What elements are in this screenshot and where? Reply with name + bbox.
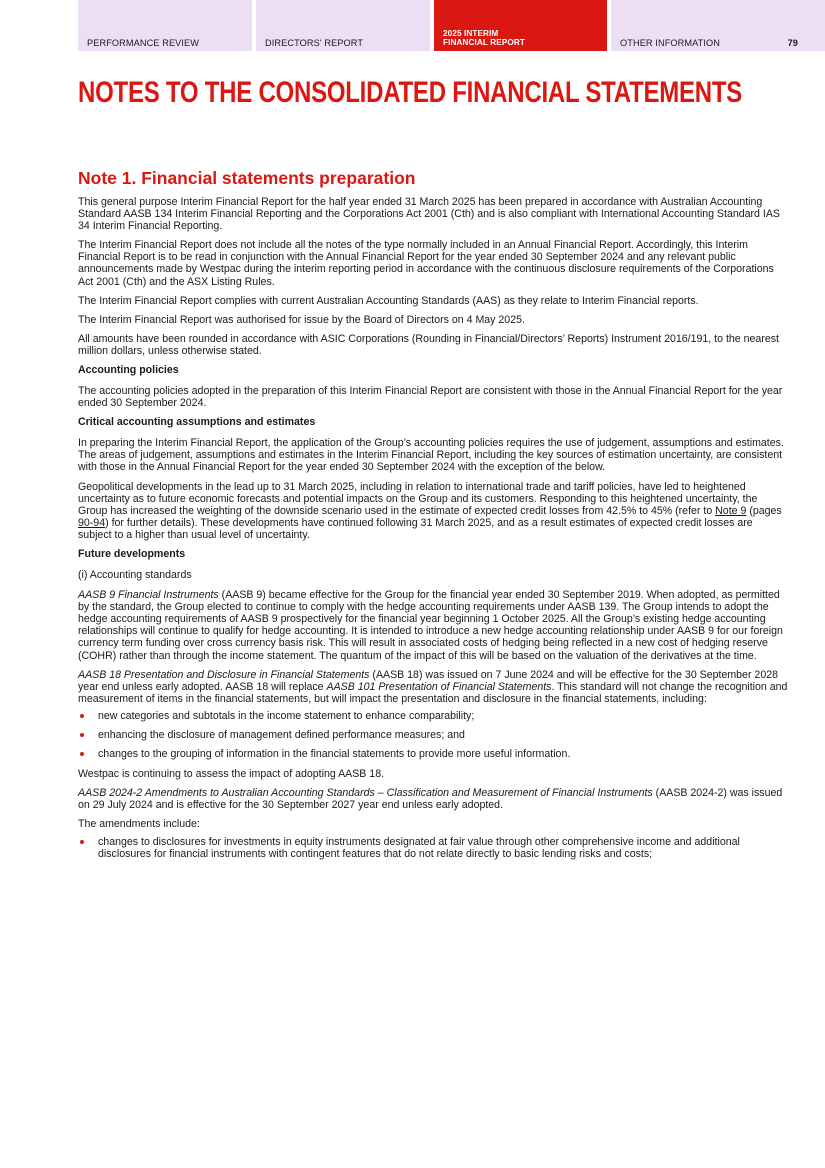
aasb18-bullet-list bbox=[78, 710, 788, 760]
list-item bbox=[78, 748, 788, 760]
standard-name: AASB 9 Financial Instruments bbox=[78, 589, 219, 602]
bullet-icon bbox=[80, 733, 84, 737]
subheading-accounting-standards: (i) Accounting standards bbox=[78, 568, 192, 581]
paragraph: In preparing the Interim Financial Report, the application of the Group’s accounting policies requires the use of judgement, assumptions and estimates. The areas of judgement, assumptions and estimates in the Interim Financial Report, including the key sources of estimation uncertainty, are consistent with those in the Annual Financial Report for the year ended 30 September 2024 with the exception of the below. bbox=[78, 437, 784, 474]
paragraph bbox=[78, 589, 788, 662]
paragraph bbox=[78, 481, 788, 541]
tab-label: OTHER INFORMATION bbox=[620, 38, 721, 48]
section-tabs bbox=[78, 0, 825, 51]
text-run: . This standard will not change the recognition and measurement of items in the financial statements, but will impact the presentation and disclosure in the financial statements, including: bbox=[78, 680, 788, 705]
tab-other-information[interactable] bbox=[611, 0, 825, 51]
tab-label-line2: FINANCIAL REPORT bbox=[443, 38, 525, 47]
paragraph bbox=[78, 669, 788, 705]
paragraph: All amounts have been rounded in accordance with ASIC Corporations (Rounding in Financial/Directors’ Reports) Instrument 2016/191, to the nearest million dollars, unless otherwise stated. bbox=[78, 332, 779, 357]
paragraph bbox=[78, 787, 788, 811]
list-item-text: changes to the grouping of information in the financial statements to provide more useful information. bbox=[98, 748, 571, 761]
paragraph: The Interim Financial Report does not include all the notes of the type normally included in an Annual Financial Report. Accordingly, this Interim Financial Report is to be read in conjunction with the Annual Financial Report for the year ended 30 September 2024 and any relevant public announcements made by Westpac during the interim reporting period in accordance with the continuous disclosure requirements of the Corporations Act 2001 (Cth) and the ASX Listing Rules. bbox=[78, 239, 774, 288]
text-run: Geopolitical developments in the lead up to 31 March 2025, including in relation to international trade and tariff policies, have led to heightened uncertainty as to future economic forecasts and potential impacts on the Group and its customers. Responding to this heightened uncertainty, the Group has increased the weighting of the downside scenario used in the estimate of expected credit losses from 42.5% to 45% (refer to bbox=[78, 480, 758, 517]
text-run: (AASB 18) was issued on 7 June 2024 and will be effective for the 30 September 2028 year end unless early adopted. AASB 18 will replace bbox=[78, 668, 778, 693]
standard-name: AASB 18 Presentation and Disclosure in Financial Statements bbox=[78, 668, 370, 681]
bullet-icon bbox=[80, 752, 84, 756]
standard-name: AASB 101 Presentation of Financial Statements bbox=[326, 680, 552, 693]
tab-label bbox=[443, 29, 525, 47]
list-item bbox=[78, 729, 788, 741]
tab-performance-review[interactable] bbox=[78, 0, 252, 51]
list-item bbox=[78, 710, 788, 722]
list-item-text: enhancing the disclosure of management defined performance measures; and bbox=[98, 729, 465, 741]
section-heading-critical-assumptions: Critical accounting assumptions and estimates bbox=[78, 416, 316, 429]
section-heading-accounting-policies: Accounting policies bbox=[78, 364, 179, 377]
amendments-bullet-list bbox=[78, 836, 788, 860]
page-title: NOTES TO THE CONSOLIDATED FINANCIAL STATEMENTS bbox=[78, 76, 743, 109]
text-run: (AASB 9) became effective for the Group for the financial year ended 30 September 2019. When adopted, as permitted by the standard, the Group elected to continue to comply with the hedge accounting requirements under AASB 139. The Group intends to adopt the hedge accounting requirements of AASB 9 prospectively for the financial year beginning 1 October 2025. All the Group’s existing hedge accounting relationships will continue to qualify for hedge accounting. It is intended to introduce a new hedge accounting relationship under AASB 9 for our foreign currency term funding over cross currency basis risk. This will result in associated costs of hedging being reflected in a new cost of hedging reserve (COHR) rather than through the income statement. The quantum of the impact of this will be based on the valuation of the derivatives at the time. bbox=[78, 589, 783, 662]
note-content bbox=[78, 167, 788, 868]
tab-label: DIRECTORS' REPORT bbox=[265, 38, 364, 48]
section-heading-future-developments: Future developments bbox=[78, 547, 186, 560]
paragraph: The Interim Financial Report complies with current Australian Accounting Standards (AAS) as they relate to Interim Financial reports. bbox=[78, 294, 699, 307]
list-item-text: new categories and subtotals in the income statement to enhance comparability; bbox=[98, 709, 475, 722]
note-heading: Note 1. Financial statements preparation bbox=[78, 168, 416, 188]
page-number: 79 bbox=[787, 38, 798, 48]
paragraph: This general purpose Interim Financial Report for the half year ended 31 March 2025 has been prepared in accordance with Australian Accounting Standard AASB 134 Interim Financial Reporting and the Corporations Act 2001 (Cth) and is also compliant with International Accounting Standard IAS 34 Interim Financial Reporting. bbox=[78, 196, 780, 233]
bullet-icon bbox=[80, 840, 84, 844]
paragraph: The accounting policies adopted in the preparation of this Interim Financial Report are consistent with those in the Annual Financial Report for the year ended 30 September 2024. bbox=[78, 385, 783, 410]
pages-link[interactable]: 90-94 bbox=[78, 516, 106, 529]
tab-label: PERFORMANCE REVIEW bbox=[87, 38, 200, 48]
paragraph: Westpac is continuing to assess the impact of adopting AASB 18. bbox=[78, 768, 385, 781]
standard-name: AASB 2024-2 Amendments to Australian Accounting Standards – Classification and Measurement of Financial Instruments bbox=[78, 787, 653, 800]
text-run: (pages bbox=[746, 504, 782, 517]
paragraph: The amendments include: bbox=[78, 818, 200, 831]
tab-interim-financial-report[interactable] bbox=[434, 0, 607, 51]
tab-directors-report[interactable] bbox=[256, 0, 430, 51]
tab-label-line1: 2025 INTERIM bbox=[443, 29, 499, 38]
bullet-icon bbox=[80, 714, 84, 718]
note-9-link[interactable]: Note 9 bbox=[715, 504, 747, 517]
paragraph: The Interim Financial Report was authorised for issue by the Board of Directors on 4 May 2025. bbox=[78, 313, 525, 326]
list-item-text: changes to disclosures for investments in equity instruments designated at fair value through other comprehensive income and additional disclosures for financial instruments with contingent features that do not relate directly to basic lending risks and costs; bbox=[98, 835, 740, 860]
text-run: ) for further details). These developments have continued following 31 March 2025, and as a result estimates of expected credit losses are subject to a higher than usual level of uncertainty. bbox=[78, 516, 753, 541]
list-item bbox=[78, 836, 788, 860]
text-run: (AASB 2024-2) was issued on 29 July 2024 and is effective for the 30 September 2027 year end unless early adopted. bbox=[78, 787, 783, 812]
